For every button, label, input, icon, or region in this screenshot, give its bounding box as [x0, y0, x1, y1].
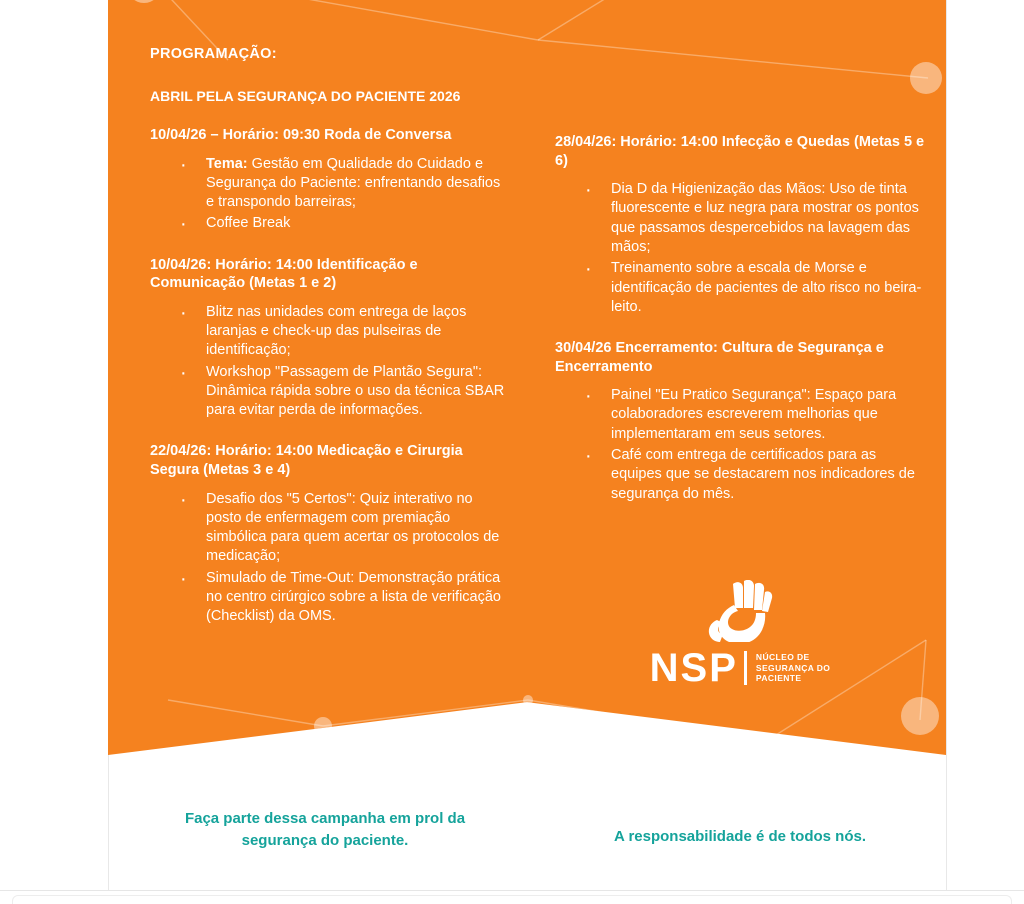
poster-footer [108, 790, 946, 880]
footer-call-to-action: Faça parte dessa campanha em prol da segurança do paciente. [184, 810, 466, 849]
item-text: Desafio dos "5 Certos": Quiz interativo no posto de enfermagem com premiação simbólica para quem acertar os protocolos de medicação; [206, 490, 500, 565]
list-item [585, 180, 925, 257]
logo-expansion [756, 652, 830, 684]
session-title: 30/04/26 Encerramento: Cultura de Segurança e Encerramento [555, 340, 884, 375]
list-item [180, 155, 510, 213]
right-guide-line [946, 0, 947, 904]
item-lead: Tema: [206, 155, 248, 172]
campaign-title: ABRIL PELA SEGURANÇA DO PACIENTE 2026 [150, 88, 461, 104]
session-title: 22/04/26: Horário: 14:00 Medicação e Cirurgia Segura (Metas 3 e 4) [150, 443, 463, 478]
logo-expansion-line1: NÚCLEO DE [755, 652, 810, 663]
item-text: Simulado de Time-Out: Demonstração prática no centro cirúrgico sobre a lista de verificação (Checklist) da OMS. [206, 569, 501, 625]
window-bottom-edge [0, 890, 1024, 904]
list-item [585, 386, 925, 444]
session-title: 28/04/26: Horário: 14:00 Infecção e Quedas (Metas 5 e 6) [555, 134, 925, 169]
list-item [585, 259, 925, 317]
list-item [180, 569, 510, 627]
session-title: 10/04/26: Horário: 14:00 Identificação e Comunicação (Metas 1 e 2) [150, 256, 418, 292]
session-items [555, 180, 925, 317]
item-text: Painel "Eu Pratico Segurança": Espaço para colaboradores escreverem melhorias que implementaram em seus setores. [611, 387, 897, 442]
item-text: Workshop "Passagem de Plantão Segura": Dinâmica rápida sobre o uso da técnica SBAR para evitar perda de informações. [206, 363, 505, 419]
session-items [150, 155, 510, 234]
session-items [150, 490, 510, 627]
item-text: Blitz nas unidades com entrega de laços laranjas e check-up das pulseiras de identificação; [206, 303, 467, 359]
logo-divider [744, 651, 747, 685]
session-items [150, 303, 510, 421]
footer-tagline: A responsabilidade é de todos nós. [614, 828, 866, 845]
item-text: Treinamento sobre a escala de Morse e identificação de pacientes de alto risco no beira-leito. [611, 260, 922, 315]
session-items [555, 386, 925, 504]
schedule-column-left [150, 0, 510, 629]
list-item [180, 214, 510, 233]
logo-expansion-line2: SEGURANÇA DO [755, 662, 831, 673]
logo-expansion-line3: PACIENTE [755, 673, 802, 684]
list-item [585, 446, 925, 504]
poster-content [108, 0, 946, 755]
list-item [180, 490, 510, 567]
item-text: Café com entrega de certificados para as equipes que se destacarem nos indicadores de segurança do mês. [611, 447, 915, 502]
nsp-logo [555, 580, 925, 688]
logo-acronym: NSP [649, 646, 738, 690]
list-item [180, 303, 510, 361]
programacao-kicker: PROGRAMAÇÃO: [150, 46, 277, 62]
item-text: Dia D da Higienização das Mãos: Uso de tinta fluorescente e luz negra para mostrar os pontos que passamos despercebidos na lavagem das mãos; [611, 181, 919, 255]
item-text: Coffee Break [206, 215, 291, 232]
schedule-column-right [555, 0, 925, 506]
hand-icon [703, 580, 777, 642]
item-text: Gestão em Qualidade do Cuidado e Segurança do Paciente: enfrentando desafios e transpondo barreiras; [206, 155, 501, 211]
list-item [180, 363, 510, 421]
session-title: 10/04/26 – Horário: 09:30 Roda de Conversa [150, 127, 452, 143]
